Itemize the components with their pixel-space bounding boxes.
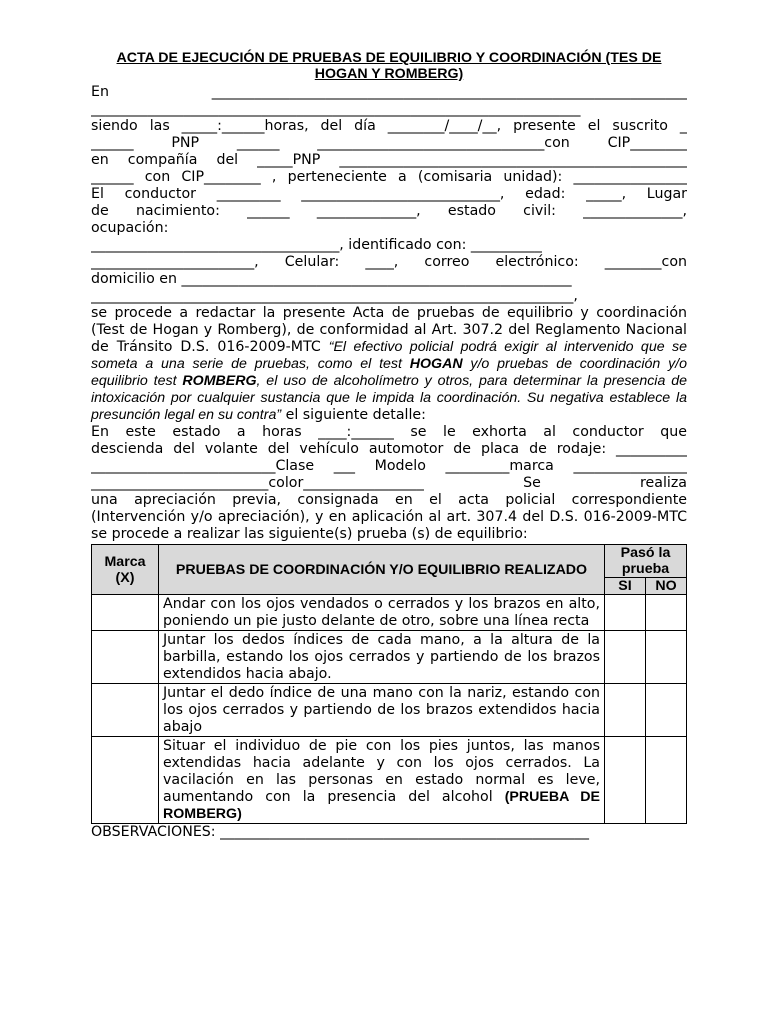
legal-text-b: el siguiente detalle: — [281, 407, 426, 423]
table-row — [92, 631, 687, 684]
marca-cell[interactable] — [92, 684, 159, 737]
line-domicilio-cont: ____________________________________________________________________, — [91, 288, 578, 304]
line-blank: _____________________________________________________________________ — [91, 101, 581, 117]
col-si: SI — [605, 578, 646, 595]
col-marca: Marca (X) — [92, 545, 159, 595]
observaciones-line[interactable]: OBSERVACIONES: ____________________________________________________ — [91, 824, 589, 840]
table-row — [92, 595, 687, 631]
test-description: Andar con los ojos vendados o cerrados y los brazos en alto, poniendo un pie justo delante de otro, sobre una línea recta — [159, 595, 605, 631]
line-exhorta: En este estado a horas ____:______ se le exhorta al conductor que — [91, 424, 687, 440]
line-compania: en compañía del _____PNP _________________________________________________ — [91, 152, 687, 168]
si-cell[interactable] — [605, 737, 646, 824]
marca-cell[interactable] — [92, 595, 159, 631]
legal-quote-b: y/o pruebas de coordinación y/o equilibrio test — [91, 356, 687, 389]
line-nacimiento: de nacimiento: ______ ______________, estado civil: ______________, — [91, 203, 687, 219]
line-domicilio: domicilio en _______________________________________________________ — [91, 271, 572, 287]
test-description — [159, 737, 605, 824]
legal-text-a: se procede a redactar la presente Acta de pruebas de equilibrio y coordinación (Test de Hogan y Romberg), de conformidad al Art. 307.2 del Reglamento Nacional de Tránsito D.S. 016-2009-MTC — [91, 305, 687, 355]
line-identificado: ___________________________________, identificado con: __________ — [91, 237, 542, 253]
line-celular: _______________________, Celular: ____, correo electrónico: ________con — [91, 254, 687, 270]
apreciacion-paragraph: una apreciación previa, consignada en el acta policial correspondiente (Intervención y/o apreciación), y en aplicación al art. 307.4 del D.S. 016-2009-MTC se procede a realizar las siguiente(s) prueba (s) de equilibrio: — [91, 492, 687, 542]
col-pruebas: PRUEBAS DE COORDINACIÓN Y/O EQUILIBRIO REALIZADO — [159, 545, 605, 595]
line-ocupacion: ocupación: — [91, 220, 169, 236]
table-row — [92, 684, 687, 737]
si-cell[interactable] — [605, 595, 646, 631]
col-paso: Pasó la prueba — [605, 545, 687, 578]
table-row — [92, 737, 687, 824]
si-cell[interactable] — [605, 684, 646, 737]
line-conductor: El conductor _________ ____________________________, edad: _____, Lugar — [91, 186, 687, 202]
test-description: Juntar los dedos índices de cada mano, a la altura de la barbilla, estando los ojos cerrados y partiendo de los brazos extendidos hacia abajo. — [159, 631, 605, 684]
romberg-text: Situar el individuo de pie con los pies juntos, las manos extendidas hacia adelante y con los ojos cerrados. La vacilación en las personas en estado normal es leve, aumentando con la presencia del alcohol — [163, 738, 600, 805]
si-cell[interactable] — [605, 631, 646, 684]
legal-quote-a: “El efectivo policial podrá exigir al intervenido que se someta a una serie de pruebas, como el test — [91, 339, 688, 372]
line-pnp: ______ PNP ______ ________________________________con CIP________ — [91, 135, 687, 151]
no-cell[interactable] — [646, 595, 687, 631]
line-en: En ___________________________________________________________________ — [91, 84, 687, 100]
no-cell[interactable] — [646, 631, 687, 684]
legal-romberg: ROMBERG — [182, 373, 257, 389]
document-title: ACTA DE EJECUCIÓN DE PRUEBAS DE EQUILIBRIO Y COORDINACIÓN (TES DE HOGAN Y ROMBERG) — [116, 50, 662, 82]
legal-hogan: HOGAN — [409, 356, 463, 372]
legal-paragraph — [91, 305, 687, 424]
marca-cell[interactable] — [92, 737, 159, 824]
tests-table — [91, 544, 687, 824]
no-cell[interactable] — [646, 684, 687, 737]
no-cell[interactable] — [646, 737, 687, 824]
line-comisaria: ______ con CIP________ , perteneciente a (comisaria unidad): ________________ — [91, 169, 687, 185]
line-color: _________________________color_________________ Se realiza — [91, 475, 687, 491]
line-clase: __________________________Clase ___ Modelo _________marca ________________ — [91, 458, 687, 474]
test-description: Juntar el dedo índice de una mano con la nariz, estando con los ojos cerrados y partiendo de los brazos extendidos hacia abajo — [159, 684, 605, 737]
romberg-label: (PRUEBA DE ROMBERG) — [163, 789, 600, 822]
legal-quote-c: , el uso de alcoholímetro y otros, para determinar la presencia de intoxicación por cualquier sustancia que le impida la coordinación. Su negativa establece la presunción legal en su contra” — [91, 373, 687, 423]
marca-cell[interactable] — [92, 631, 159, 684]
line-hora: siendo las _____:______horas, del día ________/____/__, presente el suscrito _ — [91, 118, 687, 134]
line-placa: descienda del volante del vehículo automotor de placa de rodaje: __________ — [91, 441, 687, 457]
col-no: NO — [646, 578, 687, 595]
document-page — [91, 50, 687, 841]
